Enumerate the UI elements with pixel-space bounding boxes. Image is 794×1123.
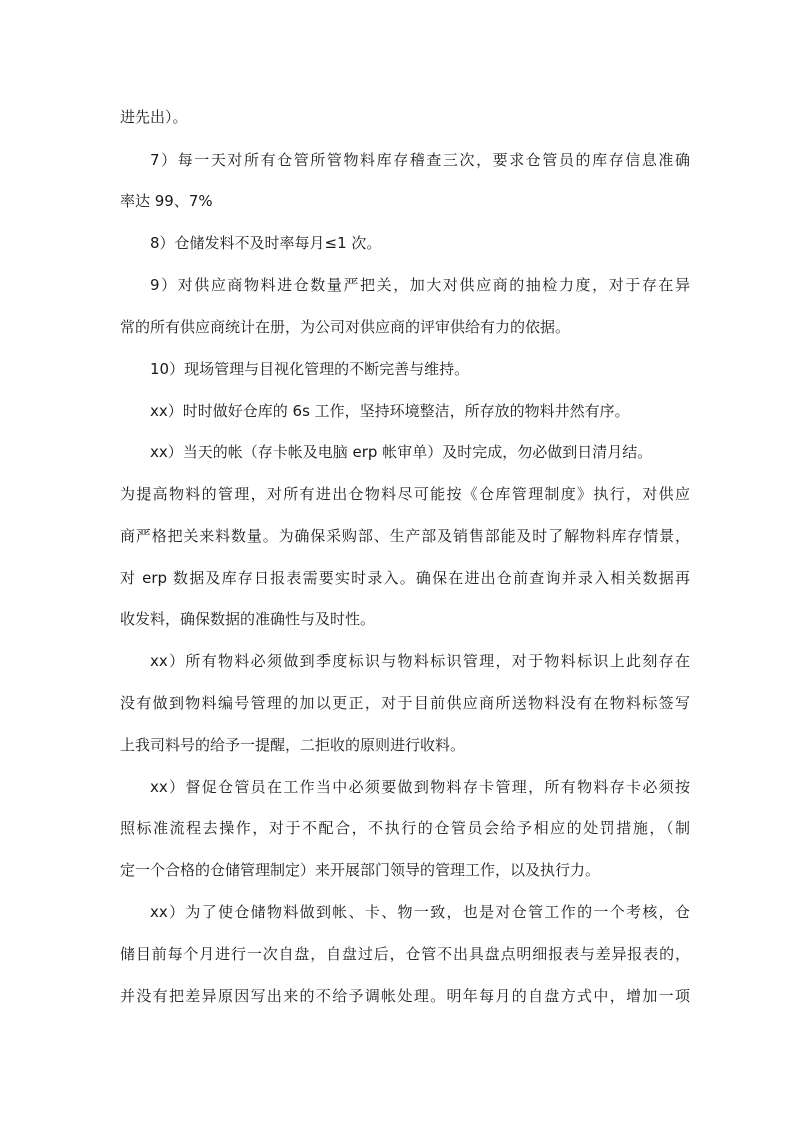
text-line: 照标准流程去操作，对于不配合，不执行的仓管员会给予相应的处罚措施，（制 bbox=[120, 819, 690, 837]
text-line: 没有做到物料编号管理的加以更正，对于目前供应商所送物料没有在物料标签写 bbox=[120, 694, 690, 712]
text-line: 定一个合格的仓储管理制定）来开展部门领导的管理工作，以及执行力。 bbox=[120, 861, 601, 879]
text-line: xx）督促仓管员在工作当中必须要做到物料存卡管理，所有物料存卡必须按 bbox=[150, 778, 690, 796]
text-line: 常的所有供应商统计在册，为公司对供应商的评审供给有力的依据。 bbox=[120, 318, 571, 336]
text-line: xx）所有物料必须做到季度标识与物料标识管理，对于物料标识上此刻存在 bbox=[150, 652, 690, 670]
text-line: 商严格把关来料数量。为确保采购部、生产部及销售部能及时了解物料库存情景， bbox=[120, 527, 690, 545]
text-line: 8）仓储发料不及时率每月≤1 次。 bbox=[150, 234, 382, 252]
text-line: 并没有把差异原因写出来的不给予调帐处理。明年每月的自盘方式中，增加一项 bbox=[120, 987, 690, 1005]
text-line: 率达 99、7% bbox=[120, 192, 213, 210]
text-line: 上我司料号的给予一提醒，二拒收的原则进行收料。 bbox=[120, 736, 466, 754]
text-line: 收发料，确保数据的准确性与及时性。 bbox=[120, 610, 376, 628]
text-line: xx）时时做好仓库的 6s 工作，坚持环境整洁，所存放的物料井然有序。 bbox=[150, 402, 630, 420]
text-line: xx）当天的帐（存卡帐及电脑 erp 帐审单）及时完成，勿必做到日清月结。 bbox=[150, 443, 653, 461]
text-line: 为提高物料的管理，对所有进出仓物料尽可能按《仓库管理制度》执行，对供应 bbox=[120, 485, 690, 503]
text-line: 进先出）。 bbox=[120, 108, 188, 126]
text-line: 对 erp 数据及库存日报表需要实时录入。确保在进出仓前查询并录入相关数据再 bbox=[120, 569, 690, 587]
text-line: 储目前每个月进行一次自盘，自盘过后，仓管不出具盘点明细报表与差异报表的， bbox=[120, 945, 690, 963]
text-line: 10）现场管理与目视化管理的不断完善与维持。 bbox=[150, 360, 470, 378]
text-line: xx）为了使仓储物料做到帐、卡、物一致，也是对仓管工作的一个考核，仓 bbox=[150, 903, 690, 921]
text-line: 7）每一天对所有仓管所管物料库存稽查三次，要求仓管员的库存信息准确 bbox=[150, 151, 690, 169]
text-line: 9）对供应商物料进仓数量严把关，加大对供应商的抽检力度，对于存在异 bbox=[150, 276, 690, 294]
